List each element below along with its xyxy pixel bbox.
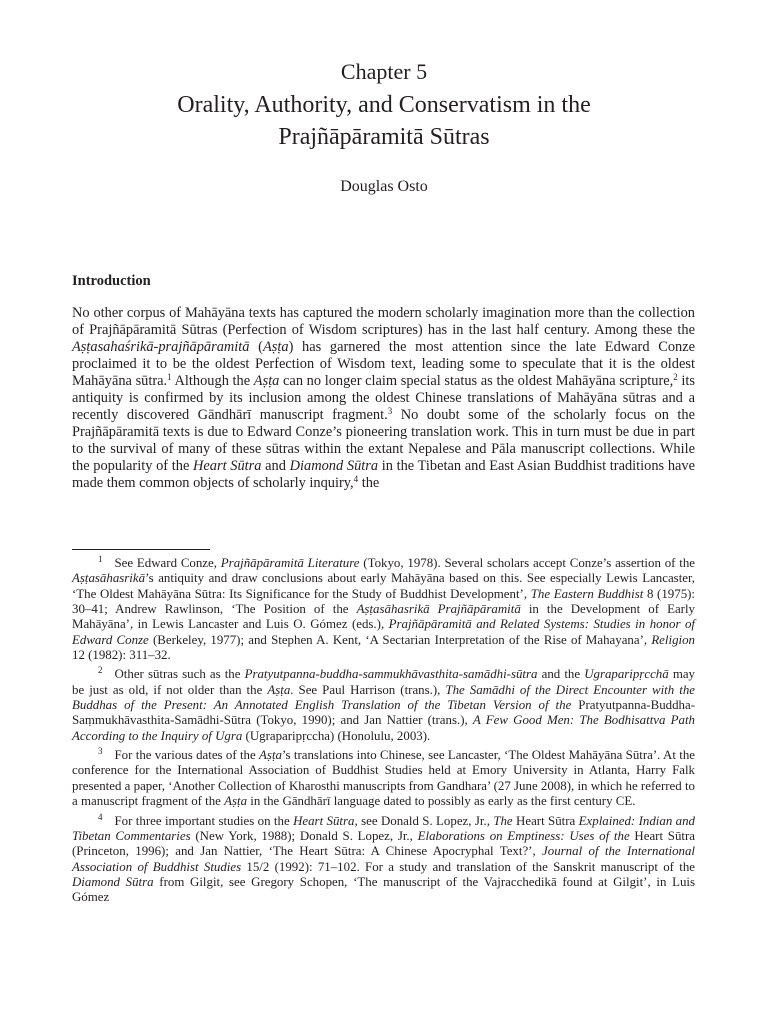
footnotes (72, 556, 695, 910)
footnote-italic: Prajñāpāramitā Literature (220, 556, 360, 570)
footnote-italic: Aṣṭasāhasrikā Prajñāpāramitā (356, 602, 521, 617)
body-text: its antiquity is confirmed by its inclusion among the oldest Chinese translations of Mahāyāna sūtras and a recently discovered Gāndhārī manuscript fragment. (72, 372, 696, 423)
footnote-italic: The (493, 813, 513, 828)
footnote-text: may be just as old, if not older than the (72, 667, 696, 697)
author-name: Douglas Osto (340, 178, 428, 195)
section-heading: Introduction (72, 273, 151, 289)
body-text: No other corpus of Mahāyāna texts has captured the modern scholarly imagination more than the collection of Prajñāpāramitā Sūtras (Perfection of Wisdom scriptures) has in the last half century. Among these the (72, 305, 695, 338)
body-italic: Aṣṭa (253, 372, 280, 389)
footnote-text: , see Donald S. Lopez, Jr., (354, 813, 494, 828)
footnote-3: 3 For the various dates of the Aṣṭa’s translations into Chinese, see Lancaster, ‘The Oldest Mahāyāna Sūtra’. At the conference for the International Association of Buddhist Studies held at Emory University in Atlanta, Harry Falk presented a paper, ‘Another Collection of Kharosthi manuscripts from Gandhara’ (27 June 2008), in which he referred to a manuscript fragment of the Aṣṭa in the Gāndhārī language dated to possibly as early as the first century CE. (72, 746, 695, 809)
chapter-title-line-2: Prajñāpāramitā Sūtras (278, 124, 490, 150)
footnote-text: from Gilgit, see Gregory Schopen, ‘The manuscript of the Vajracchedikā found at Gilgit’, in Luis Gómez (72, 874, 696, 905)
footnote-text: (Berkeley, 1977); and Stephen A. Kent, ‘A Sectarian Interpretation of the Rise of Mahayana’, (148, 632, 652, 647)
footnote-italic: Diamond Sūtra (72, 874, 154, 889)
footnote-ref-2[interactable]: 2 (673, 371, 678, 382)
footnote-text: and the (537, 667, 585, 682)
footnote-2: 2 Other sūtras such as the Pratyutpanna-buddha-sammukhāvasthita-samādhi-sūtra and the Ugraparipṛcchā may be just as old, if not older than the Aṣṭa. See Paul Harrison (trans.), The Samādhi of the Direct Encounter with the Buddhas of the Present: An Annotated English Translation of the Tibetan Version of the Pratyutpanna-Buddha-Saṃmukhāvasthita-Samādhi-Sūtra (Tokyo, 1990); and Jan Nattier (trans.), A Few Good Men: The Bodhisattva Path According to the Inquiry of Ugra (Ugraparipṛccha) (Honolulu, 2003). (72, 665, 696, 743)
footnote-text: in the Gāndhārī language dated to possibly as early as the first century CE. (247, 794, 636, 809)
footnote-text: ’s antiquity and draw conclusions about early Mahāyāna based on this. See especially Lewis Lancaster, ‘The Oldest Mahāyāna Sūtra: Its Significance for the Study of Buddhist Development’, (72, 571, 695, 601)
chapter-title (60, 89, 708, 153)
body-italic: Heart Sūtra (193, 457, 262, 474)
footnote-text: Pratyutpanna-Buddha-Saṃmukhāvasthita-Samādhi-Sūtra (Tokyo, 1990); and Jan Nattier (trans.), (72, 698, 695, 728)
body-text: No doubt some of the scholarly focus on the Prajñāpāramitā texts is due to Edward Conze’s pioneering translation work. This in turn must be due in part to the survival of many of these sūtras within the extant Nepalese and Pāla manuscript collections. While the popularity of the (72, 406, 695, 474)
body-italic: Diamond Sūtra (289, 457, 379, 474)
footnote-italic: Prajñāpāramitā and Related Systems: Studies in honor of Edward Conze (72, 617, 695, 647)
footnote-italic: Aṣṭa (259, 748, 282, 763)
footnote-italic: Pratyutpanna-buddha-sammukhāvasthita-samādhi-sūtra (244, 667, 538, 682)
body-text: Although the (171, 372, 254, 389)
footnote-text: 15/2 (1992): 71–102. For a study and translation of the Sanskrit manuscript of the (241, 859, 695, 874)
body-text: in the Tibetan and East Asian Buddhist traditions have made them common objects of scholarly inquiry, (72, 457, 695, 491)
body-text: can no longer claim special status as the oldest Mahāyāna scripture, (279, 372, 674, 389)
footnote-italic: The Eastern Buddhist (530, 586, 644, 601)
footnote-italic: Aṣṭasāhasrikā (72, 571, 146, 586)
footnote-ref-3[interactable]: 3 (387, 405, 393, 416)
body-italic: Aṣṭa (262, 338, 289, 355)
footnote-text: Heart Sūtra (Princeton, 1996); and Jan Nattier, ‘The Heart Sūtra: A Chinese Apocryphal Text?’, (72, 828, 696, 859)
footnote-italic: Elaborations on Emptiness: Uses of the (417, 828, 630, 843)
footnote-text: (Ugraparipṛccha) (Honolulu, 2003). (242, 728, 431, 743)
footnote-italic: A Few Good Men: The Bodhisattva Path According to the Inquiry of Ugra (72, 713, 695, 743)
body-text: ) has garnered the most attention since the late Edward Conze proclaimed it to be the oldest Perfection of Wisdom text, leading some to speculate that it is the oldest Mahāyāna sūtra. (72, 338, 695, 389)
footnote-text: (Tokyo, 1978). Several scholars accept Conze’s assertion of the (359, 556, 696, 570)
footnote-text: See Edward Conze, (114, 556, 221, 570)
footnote-text: For three important studies on the (114, 813, 294, 828)
footnote-text: For the various dates of the (114, 748, 260, 763)
footnote-italic: Ugraparipṛcchā (584, 667, 669, 682)
body-text: and (261, 457, 290, 474)
footnote-italic: Aṣṭa (267, 682, 291, 697)
body-text: ( (249, 338, 263, 355)
footnote-text: ’s translations into Chinese, see Lancaster, ‘The Oldest Mahāyāna Sūtra’. At the conference for the International Association of Buddhist Studies held at Emory University in Atlanta, Harry Falk presented a paper, ‘Another Collection of Kharosthi manuscripts from Gandhara’ (27 June 2008), in which he referred to a manuscript fragment of the (72, 748, 695, 809)
footnote-italic: Aṣṭa (224, 794, 248, 809)
footnote-text: . See Paul Harrison (trans.), (290, 682, 446, 697)
footnote-4: 4 For three important studies on the Heart Sūtra, see Donald S. Lopez, Jr., The Heart Sūtra Explained: Indian and Tibetan Commentaries (New York, 1988); Donald S. Lopez, Jr., Elaborations on Emptiness: Uses of the Heart Sūtra (Princeton, 1996); and Jan Nattier, ‘The Heart Sūtra: A Chinese Apocryphal Text?’, Journal of the International Association of Buddhist Studies 15/2 (1992): 71–102. For a study and translation of the Sanskrit manuscript of the Diamond Sūtra from Gilgit, see Gregory Schopen, ‘The manuscript of the Vajracchedikā found at Gilgit’, in Luis Gómez (72, 811, 696, 905)
body-text: the (358, 474, 380, 491)
footnote-text: Heart Sūtra (512, 813, 579, 828)
footnote-italic: Journal of the International Association of Buddhist Studies (72, 844, 695, 874)
body-italic: Aṣṭasahaśrikā-prajñāpāramitā (72, 338, 250, 355)
footnote-text: Other sūtras such as the (114, 667, 245, 682)
footnote-text: (New York, 1988); Donald S. Lopez, Jr., (190, 828, 418, 843)
footnote-text: 12 (1982): 311–32. (72, 648, 171, 663)
footnote-italic: Explained: Indian and Tibetan Commentaries (72, 813, 695, 843)
footnote-text: in the Development of Early Mahāyāna’, in Lewis Lancaster and Luis O. Gómez (eds.), (72, 602, 695, 632)
footnote-italic: Religion (651, 632, 695, 647)
footnote-divider (72, 549, 210, 550)
footnote-italic: Heart Sūtra (293, 813, 355, 828)
chapter-title-line-1: Orality, Authority, and Conservatism in the (177, 92, 591, 118)
footnote-text: 8 (1975): 30–41; Andrew Rawlinson, ‘The Position of the (72, 586, 696, 617)
footnote-1: 1 See Edward Conze, Prajñāpāramitā Literature (Tokyo, 1978). Several scholars accept Conze’s assertion of the Aṣṭasāhasrikā’s antiquity and draw conclusions about early Mahāyāna based on this. See especially Lewis Lancaster, ‘The Oldest Mahāyāna Sūtra: Its Significance for the Study of Buddhist Development’, The Eastern Buddhist 8 (1975): 30–41; Andrew Rawlinson, ‘The Position of the Aṣṭasāhasrikā Prajñāpāramitā in the Development of Early Mahāyāna’, in Lewis Lancaster and Luis O. Gómez (eds.), Prajñāpāramitā and Related Systems: Studies in honor of Edward Conze (Berkeley, 1977); and Stephen A. Kent, ‘A Sectarian Interpretation of the Rise of Mahayana’, Religion 12 (1982): 311–32. (72, 554, 696, 663)
footnote-ref-4[interactable]: 4 (353, 473, 359, 484)
body-paragraph (72, 305, 695, 491)
footnote-italic: The Samādhi of the Direct Encounter with the Buddhas of the Present: An Annotated English Translation of the Tibetan Version of the (72, 682, 695, 713)
chapter-label: Chapter 5 (340, 59, 428, 84)
footnote-ref-1[interactable]: 1 (167, 371, 172, 382)
